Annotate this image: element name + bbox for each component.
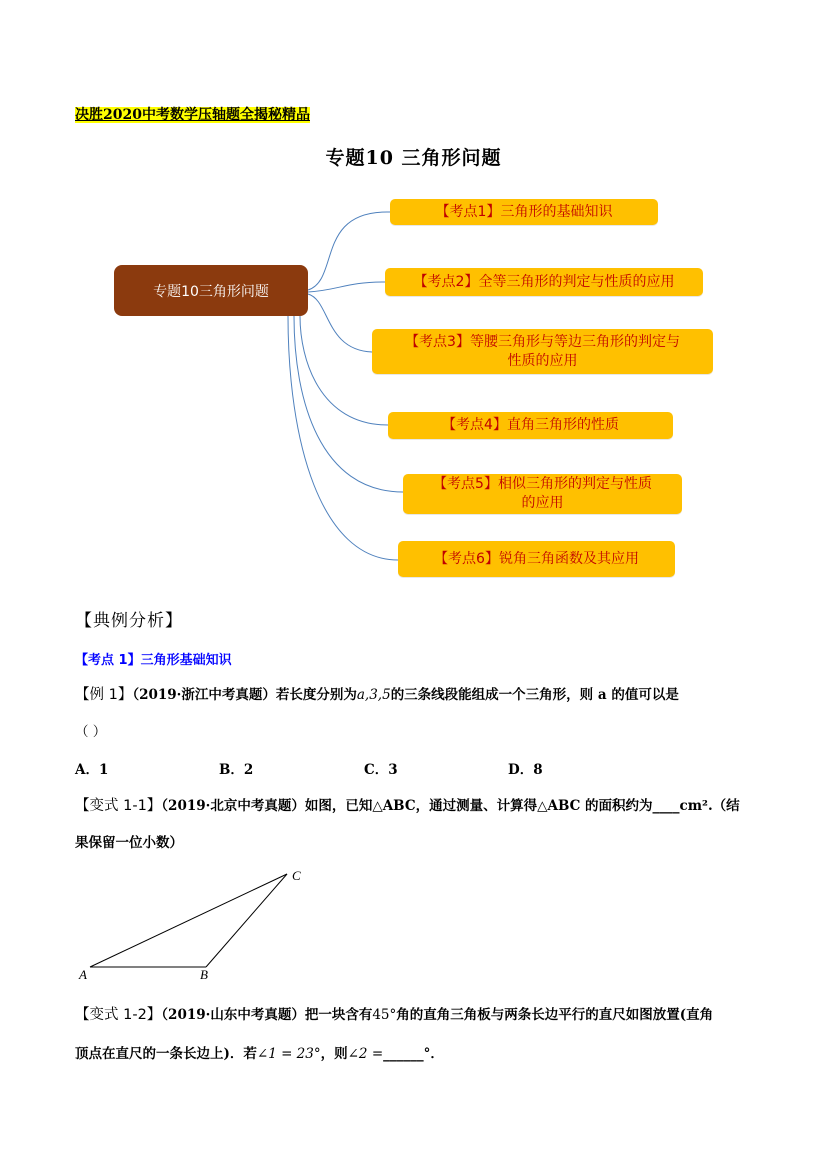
example-1-line1 [75,685,679,705]
branch-5-line2: 的应用 [521,495,564,511]
page-title: 专题10 三角形问题 [325,147,502,169]
triangle-figure [60,860,340,985]
variant-1-2-text-a: 把一块含有 [304,1007,373,1023]
variant-1-2-ask: ∠2 = [347,1046,384,1062]
mindmap-root: 专题10三角形问题 [114,265,308,316]
branch-3-line2: 性质的应用 [507,352,578,369]
option-a: A．1 [75,762,109,778]
variant-1-2-tail: °． [423,1046,444,1062]
variant-1-2-blank: ______ [383,1046,424,1062]
mindmap-branch-5 [403,474,682,514]
variant-1-2-label: 【变式 1-2】 [75,1007,162,1023]
example-1-source: （2019·浙江中考真题） [132,687,276,703]
variant-1-1-source: （2019·北京中考真题） [161,798,305,814]
vertex-label-c: C [292,868,301,883]
variant-1-1-text: 如图，已知△ABC，通过测量、计算得△ABC 的面积约为____cm².（结 [304,798,740,814]
banner-rest: 中考数学压轴题全揭秘精品 [141,107,310,123]
option-d: D．8 [508,762,543,778]
variant-1-2-source: （2019·山东中考真题） [161,1007,305,1023]
example-1-text-a: 若长度分别为 [275,687,357,703]
vertex-label-b: B [200,967,208,982]
banner-prefix: 决胜 [75,107,103,123]
side-bc [206,874,287,967]
example-1-math: a,3,5 [356,687,391,703]
branch-3-line1: 【考点3】等腰三角形与等边三角形的判定与 [405,333,680,350]
example-1-paren: （ ） [75,724,107,740]
mindmap-branch-2 [385,268,703,296]
option-c: C．3 [364,762,398,778]
connector-3 [308,294,372,352]
variant-1-2-line2-a: 顶点在直尺的一条长边上)．若 [75,1046,257,1062]
banner-year: 2020 [103,107,142,123]
option-b: B．2 [219,762,254,778]
mindmap-branch-3 [372,329,713,374]
variant-1-1-label: 【变式 1-1】 [75,798,162,814]
variant-1-2-condition: ∠1 = 23° [256,1046,321,1062]
branch-5-line1: 【考点5】相似三角形的判定与性质 [433,476,652,492]
variant-1-1-line2: 果保留一位小数） [75,835,183,851]
mindmap-branch-1 [390,199,658,225]
branch-1-line1: 【考点1】三角形的基础知识 [435,203,613,220]
connector-1 [308,212,390,290]
branch-4-line1: 【考点4】直角三角形的性质 [442,417,619,433]
variant-1-2-line1 [75,1005,713,1025]
side-ac [90,874,287,967]
kaodian-1-heading: 【考点 1】三角形基础知识 [75,653,232,668]
example-1-label: 【例 1】 [75,687,133,703]
variant-1-2-line2-b: ，则 [320,1046,348,1062]
mindmap-branch-6 [398,541,675,577]
mindmap-branch-4 [388,412,673,439]
example-1-text-b: 的三条线段能组成一个三角形，则 a 的值可以是 [390,687,679,703]
variant-1-2-text-b: 角的直角三角板与两条长边平行的直尺如图放置(直角 [396,1007,714,1023]
variant-1-1-line1 [75,796,740,816]
section-heading: 【典例分析】 [75,611,183,631]
variant-1-2-line2 [75,1044,444,1064]
branch-6-line1: 【考点6】锐角三角函数及其应用 [434,550,639,567]
vertex-label-a: A [79,967,87,982]
connector-2 [308,282,385,292]
variant-1-2-angle45: 45° [372,1007,397,1023]
branch-2-line1: 【考点2】全等三角形的判定与性质的应用 [413,273,675,290]
